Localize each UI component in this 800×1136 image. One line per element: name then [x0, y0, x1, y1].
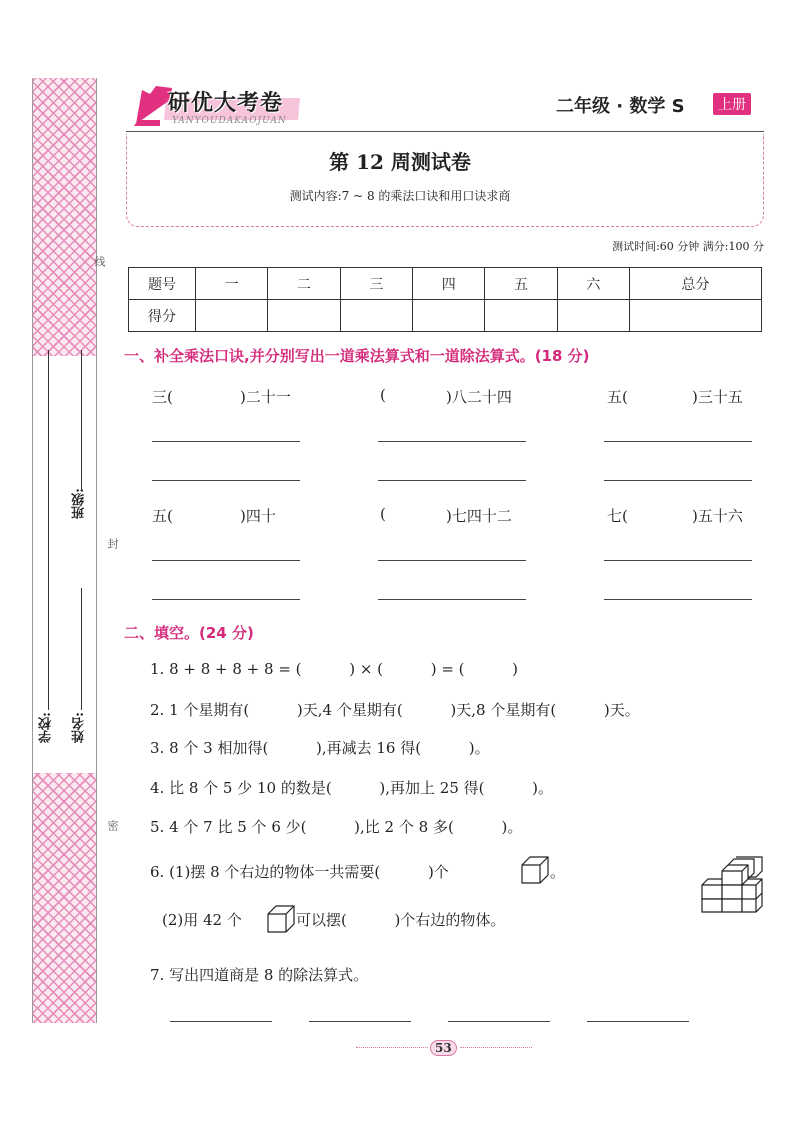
- page-number-rule-right: [460, 1047, 532, 1048]
- logo-subtext: YANYOUDAKAOJUAN: [172, 116, 287, 126]
- s1-item-prefix: 五(: [607, 388, 628, 406]
- s1-answer-line[interactable]: [378, 480, 526, 481]
- score-row-label: 得分: [129, 300, 196, 332]
- question-6-part1-end: 。: [550, 863, 566, 881]
- class-blank[interactable]: [81, 350, 82, 490]
- margin-pattern-top: [32, 78, 96, 356]
- margin-note-secret: 密: [106, 820, 119, 831]
- class-label: 班级:: [72, 488, 87, 519]
- section1-heading: 一、补全乘法口诀,并分别写出一道乘法算式和一道除法算式。(18 分): [124, 347, 590, 365]
- s1-answer-line[interactable]: [152, 599, 300, 600]
- q7-answer-line[interactable]: [309, 1021, 411, 1022]
- s1-answer-line[interactable]: [378, 441, 526, 442]
- school-blank[interactable]: [48, 350, 49, 710]
- margin-rule-right: [96, 78, 97, 1023]
- score-header-cell: 总分: [630, 268, 762, 300]
- s1-answer-line[interactable]: [378, 599, 526, 600]
- s1-item-prefix: 七(: [607, 507, 628, 525]
- score-header-cell: 六: [557, 268, 629, 300]
- score-cell[interactable]: [630, 300, 762, 332]
- s1-item-prefix: (: [380, 386, 386, 404]
- q7-answer-line[interactable]: [170, 1021, 272, 1022]
- score-header-cell: 四: [413, 268, 485, 300]
- s1-answer-line[interactable]: [604, 560, 752, 561]
- score-header-cell: 题号: [129, 268, 196, 300]
- score-cell[interactable]: [196, 300, 268, 332]
- s1-item-suffix: )五十六: [692, 507, 743, 525]
- s1-item-suffix: )四十: [240, 507, 276, 525]
- s1-item-prefix: 三(: [152, 388, 173, 406]
- page-number: 53: [430, 1040, 457, 1056]
- small-cube-icon: [520, 855, 550, 885]
- score-cell[interactable]: [340, 300, 412, 332]
- s1-item-suffix: )七四十二: [446, 507, 512, 525]
- page-number-rule-left: [356, 1047, 428, 1048]
- score-header-cell: 三: [340, 268, 412, 300]
- s1-answer-line[interactable]: [604, 441, 752, 442]
- score-row: [129, 300, 762, 332]
- s1-item-suffix: )三十五: [692, 388, 743, 406]
- header-rule: [126, 131, 764, 132]
- score-cell[interactable]: [485, 300, 557, 332]
- score-cell[interactable]: [268, 300, 340, 332]
- stacked-cubes-figure: [700, 855, 764, 913]
- volume-badge: 上册: [713, 93, 751, 115]
- test-timing: 测试时间:60 分钟 满分:100 分: [612, 240, 764, 253]
- name-blank[interactable]: [81, 588, 82, 710]
- s1-item-suffix: )八二十四: [446, 388, 512, 406]
- margin-rule-left: [32, 78, 33, 1023]
- s1-item-suffix: )二十一: [240, 388, 291, 406]
- question-6-part1: 6. (1)摆 8 个右边的物体一共需要( )个: [150, 863, 449, 881]
- margin-pattern-bottom: [32, 773, 96, 1023]
- score-cell[interactable]: [557, 300, 629, 332]
- score-header-cell: 一: [196, 268, 268, 300]
- s1-item-prefix: (: [380, 505, 386, 523]
- q7-answer-line[interactable]: [448, 1021, 550, 1022]
- margin-note-line: 线: [93, 256, 106, 267]
- school-label: 学校:: [39, 712, 54, 743]
- small-cube-icon: [266, 904, 296, 934]
- test-content: 测试内容:7 ~ 8 的乘法口诀和用口诀求商: [289, 189, 511, 203]
- s1-answer-line[interactable]: [152, 480, 300, 481]
- score-header-cell: 二: [268, 268, 340, 300]
- question-7: 7. 写出四道商是 8 的除法算式。: [150, 966, 369, 984]
- s1-answer-line[interactable]: [152, 441, 300, 442]
- s1-answer-line[interactable]: [152, 560, 300, 561]
- margin-note-seal: 封: [106, 538, 119, 549]
- q7-answer-line[interactable]: [587, 1021, 689, 1022]
- logo-text: 研优大考卷: [168, 91, 284, 116]
- question-3: 3. 8 个 3 相加得( ),再减去 16 得( )。: [150, 739, 490, 757]
- question-5: 5. 4 个 7 比 5 个 6 少( ),比 2 个 8 多( )。: [150, 818, 523, 836]
- s1-answer-line[interactable]: [378, 560, 526, 561]
- page-title: 第 12 周测试卷: [329, 150, 471, 174]
- s1-item-prefix: 五(: [152, 507, 173, 525]
- question-4: 4. 比 8 个 5 少 10 的数是( ),再加上 25 得( )。: [150, 779, 554, 797]
- question-2: 2. 1 个星期有( )天,4 个星期有( )天,8 个星期有( )天。: [150, 701, 640, 719]
- question-1: 1. 8 + 8 + 8 + 8 = ( ) × ( ) = ( ): [150, 660, 519, 678]
- score-header-row: [129, 268, 762, 300]
- s1-answer-line[interactable]: [604, 599, 752, 600]
- question-6-part2-start: (2)用 42 个: [162, 911, 242, 929]
- section2-heading: 二、填空。(24 分): [124, 624, 254, 642]
- grade-subject: 二年级 · 数学 S: [556, 96, 685, 117]
- score-header-cell: 五: [485, 268, 557, 300]
- score-table: [128, 267, 762, 332]
- question-6-part2-end: 可以摆( )个右边的物体。: [296, 911, 506, 929]
- name-label: 姓名:: [72, 712, 87, 743]
- s1-answer-line[interactable]: [604, 480, 752, 481]
- score-cell[interactable]: [413, 300, 485, 332]
